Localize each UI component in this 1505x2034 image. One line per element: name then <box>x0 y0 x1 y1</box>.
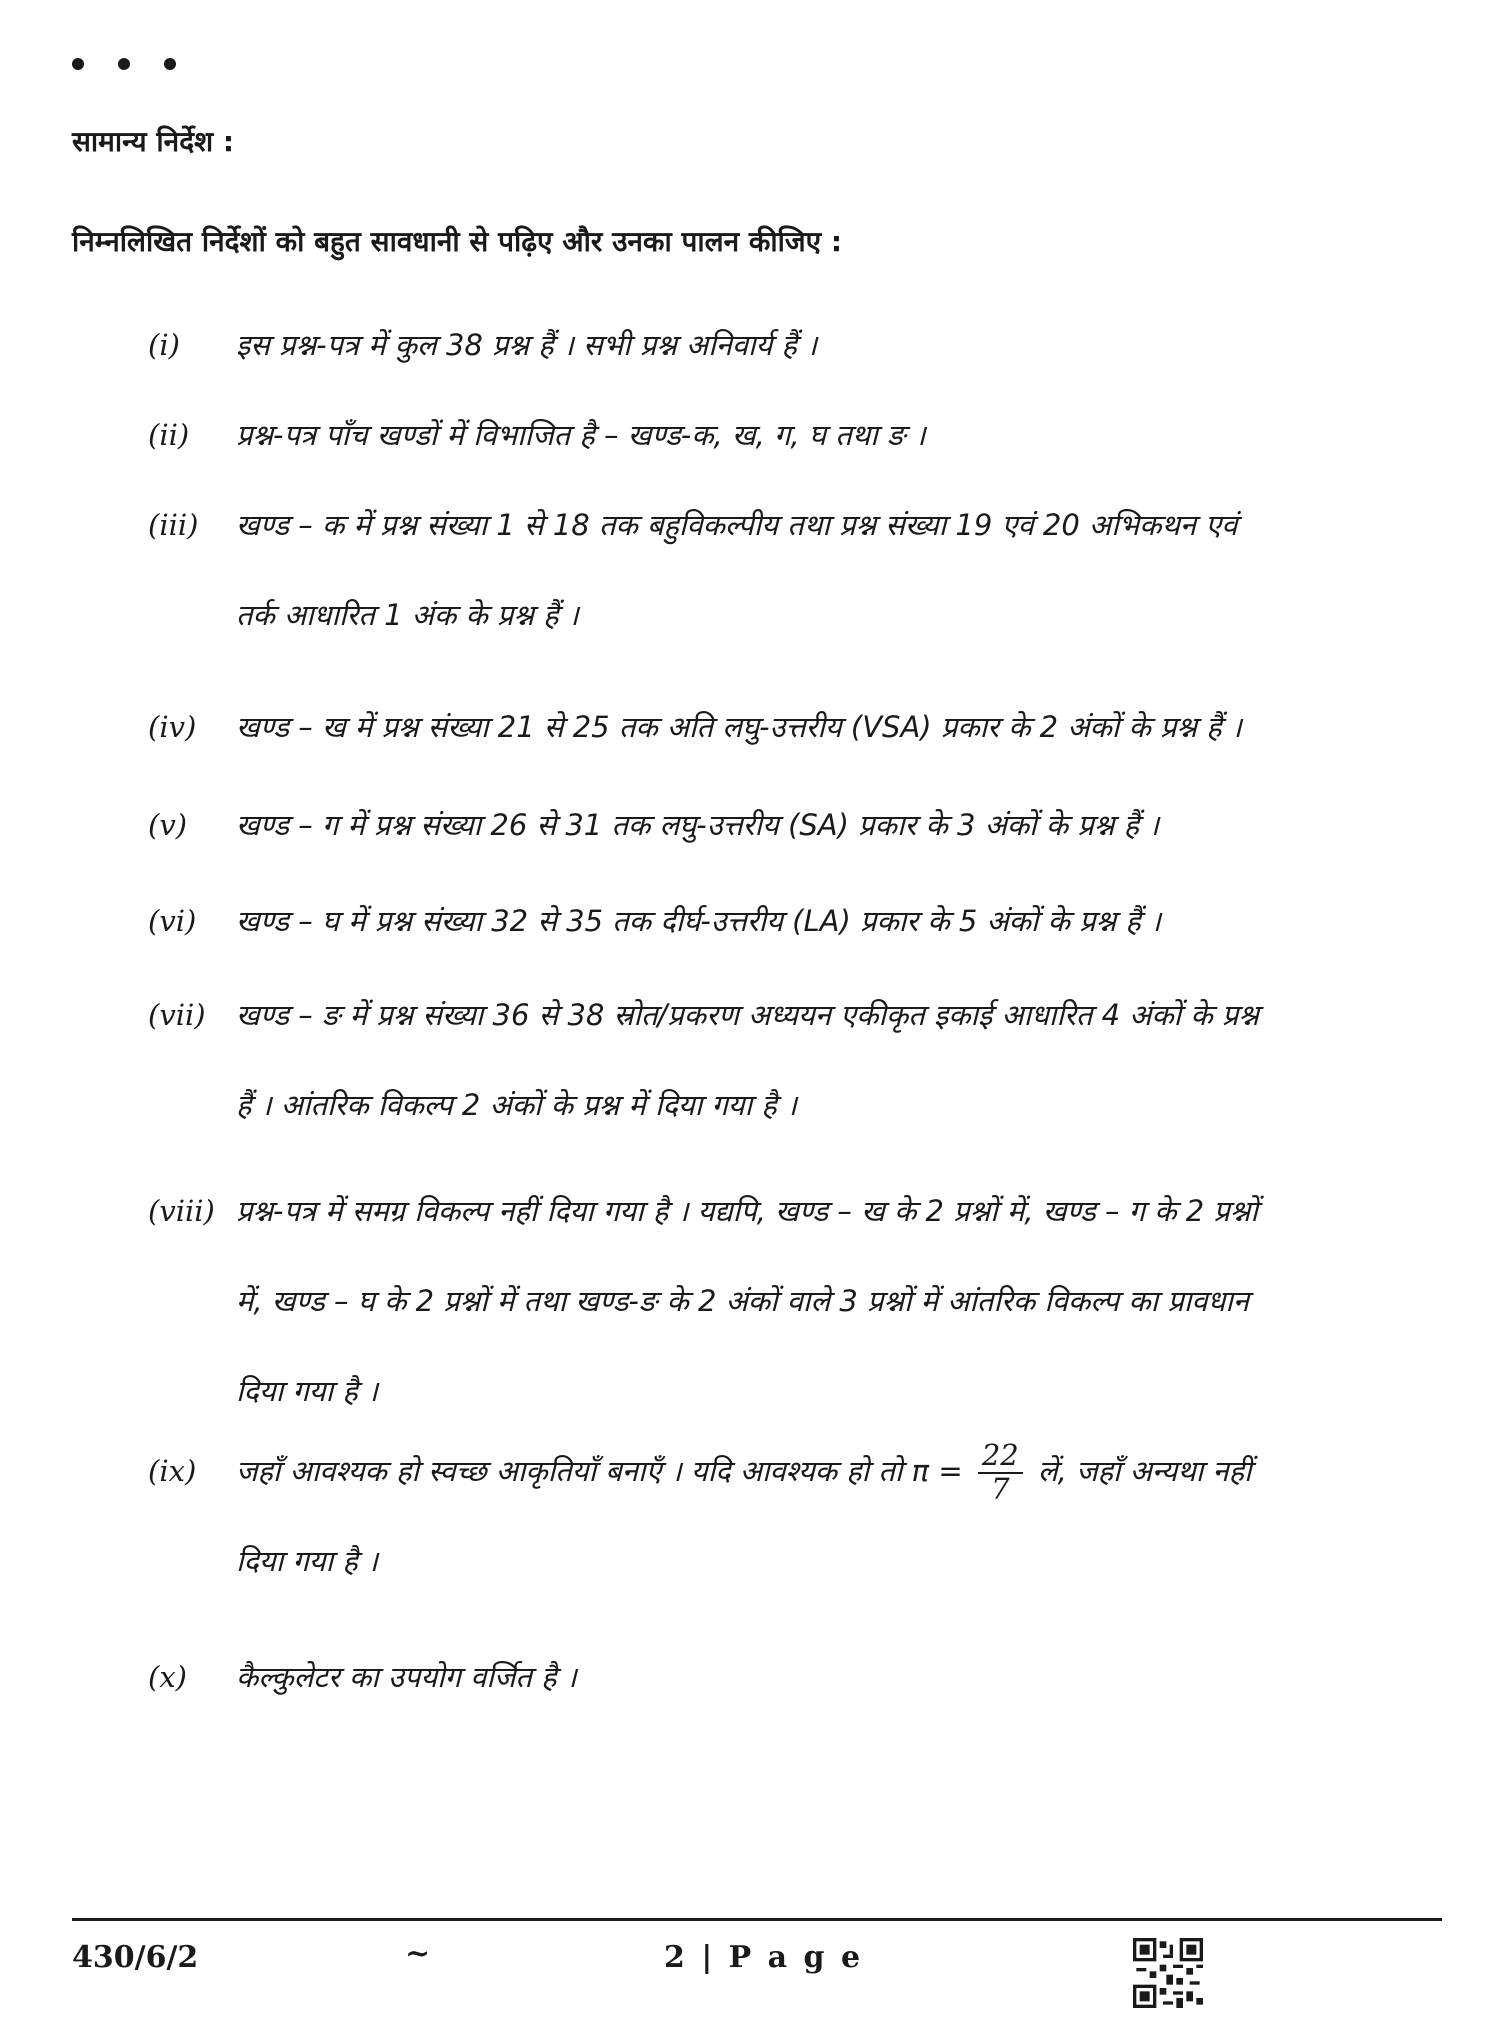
instruction-text <box>236 480 1428 660</box>
instruction-item <box>148 1166 1428 1436</box>
instruction-number: (i) <box>148 328 180 362</box>
instruction-fragment: लें, जहाँ अन्यथा नहीं <box>1037 1454 1252 1488</box>
instruction-line: हैं । आंतरिक विकल्प 2 अंकों के प्रश्न में दिया गया है । <box>236 1088 797 1122</box>
instruction-line: दिया गया है । <box>236 1544 378 1578</box>
instruction-item <box>148 480 1428 660</box>
instruction-number: (vii) <box>148 998 206 1032</box>
instruction-text: इस प्रश्न-पत्र में कुल 38 प्रश्न हैं । सभी प्रश्न अनिवार्य हैं । <box>236 328 818 362</box>
instruction-text <box>236 970 1428 1150</box>
instruction-text <box>236 1166 1428 1436</box>
instruction-number: (x) <box>148 1660 187 1694</box>
instruction-line <box>236 1426 1428 1516</box>
page-number: 2 | P a g e <box>664 1940 864 1975</box>
instruction-text: प्रश्न-पत्र पाँच खण्डों में विभाजित है – खण्ड-क, ख, ग, घ तथा ङ । <box>236 418 926 452</box>
instruction-text: खण्ड – ख में प्रश्न संख्या 21 से 25 तक अति लघु-उत्तरीय (VSA) प्रकार के 2 अंकों के प्रश्न हैं । <box>236 710 1242 744</box>
footer-divider <box>72 1918 1442 1921</box>
dot-icon <box>72 58 84 70</box>
page-title: सामान्य निर्देश : <box>72 125 235 158</box>
instruction-item <box>148 390 1428 480</box>
instruction-line: तर्क आधारित 1 अंक के प्रश्न हैं । <box>236 598 579 632</box>
instructions-intro: निम्नलिखित निर्देशों को बहुत सावधानी से पढ़िए और उनका पालन कीजिए : <box>72 225 843 258</box>
footer-separator: ~ <box>405 1936 431 1971</box>
bullet-dots <box>72 58 176 70</box>
instruction-number: (viii) <box>148 1194 215 1228</box>
instruction-item <box>148 682 1428 772</box>
instruction-text <box>236 1426 1428 1606</box>
instruction-item <box>148 780 1428 870</box>
instruction-fragment: जहाँ आवश्यक हो स्वच्छ आकृतियाँ बनाएँ । यदि आवश्यक हो तो π = <box>236 1454 963 1488</box>
instruction-number: (v) <box>148 808 188 842</box>
instruction-number: (iv) <box>148 710 197 744</box>
instruction-text: खण्ड – ग में प्रश्न संख्या 26 से 31 तक लघु-उत्तरीय (SA) प्रकार के 3 अंकों के प्रश्न हैं । <box>236 808 1160 842</box>
instruction-text: खण्ड – घ में प्रश्न संख्या 32 से 35 तक दीर्घ-उत्तरीय (LA) प्रकार के 5 अंकों के प्रश्न हैं । <box>236 904 1161 938</box>
instruction-number: (ii) <box>148 418 190 452</box>
fraction-numerator: 22 <box>978 1440 1023 1474</box>
instruction-item <box>148 970 1428 1150</box>
instruction-text: कैल्कुलेटर का उपयोग वर्जित है । <box>236 1660 577 1694</box>
instruction-item <box>148 1632 1428 1722</box>
instruction-number: (vi) <box>148 904 197 938</box>
instruction-line: खण्ड – ङ में प्रश्न संख्या 36 से 38 स्रोत/प्रकरण अध्ययन एकीकृत इकाई आधारित 4 अंकों के प्रश्न <box>236 998 1259 1032</box>
fraction-denominator: 7 <box>991 1472 1010 1506</box>
instruction-item <box>148 1426 1428 1606</box>
instruction-line: प्रश्न-पत्र में समग्र विकल्प नहीं दिया गया है । यद्यपि, खण्ड – ख के 2 प्रश्नों में, खण्ड – ग के 2 प्रश्नों <box>236 1194 1258 1228</box>
dot-icon <box>164 58 176 70</box>
paper-code: 430/6/2 <box>72 1940 199 1975</box>
qr-code-icon <box>1133 1938 1203 2008</box>
instruction-line: में, खण्ड – घ के 2 प्रश्नों में तथा खण्ड-ङ के 2 अंकों वाले 3 प्रश्नों में आंतरिक विकल्प का प्रावधान <box>236 1284 1249 1318</box>
pi-fraction <box>978 1440 1023 1506</box>
instruction-number: (ix) <box>148 1454 197 1488</box>
instruction-item <box>148 876 1428 966</box>
instruction-line: खण्ड – क में प्रश्न संख्या 1 से 18 तक बहुविकल्पीय तथा प्रश्न संख्या 19 एवं 20 अभिकथन एवं <box>236 508 1238 542</box>
instruction-number: (iii) <box>148 508 199 542</box>
instruction-item <box>148 300 1428 390</box>
instruction-line: दिया गया है । <box>236 1374 378 1408</box>
dot-icon <box>118 58 130 70</box>
